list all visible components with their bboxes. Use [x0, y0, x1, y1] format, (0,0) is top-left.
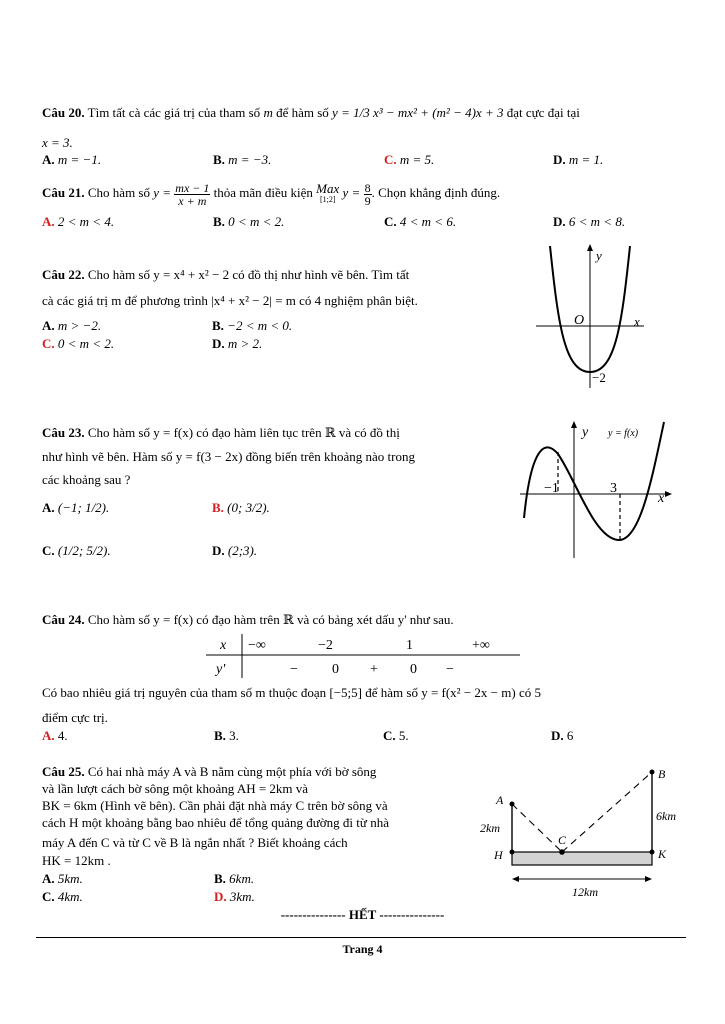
end-marker: --------------- HẾT --------------- — [280, 907, 445, 922]
q21-max-fraction: $\frac{8}{9}$ — [364, 180, 371, 208]
q23-curve-label: y = f(x) — [608, 428, 639, 439]
q21-label: Câu 21. — [42, 185, 85, 200]
q20-option-b[interactable]: B. m = −3. — [213, 152, 272, 167]
q24-line2: Có bao nhiêu giá trị nguyên của tham số m thuộc đoạn [−5;5] để hàm số y = f(x² − 2x − m) có 5 — [42, 685, 541, 700]
q24-zero-1: 0 — [332, 662, 339, 677]
q24-option-b[interactable]: B. 3. — [214, 728, 239, 743]
q25-line3: BK = 6km (Hình vẽ bên). Cần phải đặt nhà máy C trên bờ sông và — [42, 798, 388, 813]
q24-line3: điểm cực trị. — [42, 710, 108, 725]
q23-option-d[interactable]: D. (2;3). — [212, 543, 258, 558]
q25-option-b[interactable]: B. 6km. — [214, 871, 255, 886]
q24-option-c[interactable]: C. 5. — [383, 728, 409, 743]
q25-label-K: K — [658, 847, 667, 861]
q22-min-label: −2 — [592, 370, 606, 385]
q21-text-a: Cho hàm số — [87, 185, 150, 200]
page-number: Trang 4 — [342, 942, 383, 956]
q23-tick-3: 3 — [610, 481, 617, 496]
q25-point-K — [650, 850, 655, 855]
q20-label: Câu 20. — [42, 105, 85, 120]
q22-origin-label: O — [574, 313, 585, 328]
q20-line2: x = 3. — [42, 135, 73, 150]
q25-line5: máy A đến C và từ C về B là ngắn nhất ? Biết khoảng cách — [42, 835, 348, 850]
q23-x-label: x — [658, 491, 665, 506]
q23-option-c[interactable]: C. (1/2; 5/2). — [42, 543, 111, 558]
q25-label-HK: 12km — [572, 885, 598, 899]
q25-path-CB — [562, 772, 652, 852]
q25-label-AH: 2km — [480, 821, 500, 835]
q25-label-A: A — [496, 793, 504, 807]
q25-point-A — [510, 802, 515, 807]
q25-label-H: H — [494, 848, 503, 862]
q20-line1 — [42, 104, 580, 122]
q23-x-arrow — [665, 491, 672, 497]
q24-cell-1: 1 — [406, 638, 413, 653]
q22-line1: Câu 22. Cho hàm số y = x⁴ + x² − 2 có đồ thị như hình vẽ bên. Tìm tất — [42, 267, 410, 282]
q25-label-BK: 6km — [656, 809, 676, 823]
q25-line4: cách H một khoảng bằng bao nhiêu để tổng quảng đường đi từ nhà — [42, 815, 389, 830]
q21-line1: Câu 21. Cho hàm số y = $\frac{mx - 1}{x + m}$ thỏa mãn điều kiện Max [1;2] y = $\frac{8}{9}$ . Chọn khẳng định đúng. — [42, 180, 501, 208]
q23-line3: các khoảng sau ? — [42, 472, 131, 487]
q25-point-C — [559, 849, 565, 855]
q20-option-d[interactable]: D. m = 1. — [553, 152, 604, 167]
q22-y-arrow — [587, 244, 593, 251]
q20-option-c[interactable]: C. m = 5. — [384, 152, 435, 167]
q25-dim-arrow-left — [512, 876, 519, 882]
q25-line1: Câu 25. Có hai nhà máy A và B nằm cùng một phía với bờ sông — [42, 764, 377, 779]
q24-sign-3: − — [446, 662, 454, 677]
q21-option-b[interactable]: B. 0 < m < 2. — [213, 214, 285, 229]
q24-cell-x: x — [220, 638, 227, 653]
q22-graph — [536, 242, 646, 390]
q20-text-c: đạt cực đại tại — [506, 105, 580, 120]
q24-sign-1: − — [290, 662, 298, 677]
q21-option-d[interactable]: D. 6 < m < 8. — [553, 214, 626, 229]
q22-line2: cà các giá trị m để phương trình |x⁴ + x² − 2| = m có 4 nghiệm phân biệt. — [42, 293, 418, 308]
q24-sign-2: + — [370, 662, 378, 677]
q25-label-C: C — [558, 833, 567, 847]
q20-text-b: để hàm số — [276, 105, 329, 120]
q25-option-d[interactable]: D. 3km. — [214, 889, 255, 904]
q23-y-label: y — [582, 425, 589, 440]
q24-cell-neg2: −2 — [318, 638, 333, 653]
q22-x-label: x — [634, 314, 640, 329]
q25-option-a[interactable]: A. 5km. — [42, 871, 83, 886]
q25-line2: và lần lượt cách bờ sông một khoảng AH = 2km và — [42, 781, 309, 796]
q21-max: Max [1;2] — [316, 181, 340, 205]
q25-point-H — [510, 850, 515, 855]
q21-text-b: thỏa mãn điều kiện — [213, 185, 313, 200]
q24-cell-yprime: y' — [216, 662, 226, 677]
q25-line6: HK = 12km . — [42, 853, 111, 868]
q22-option-b[interactable]: B. −2 < m < 0. — [212, 318, 293, 333]
q21-option-c[interactable]: C. 4 < m < 6. — [384, 214, 457, 229]
q23-tick-neg1: −1 — [544, 481, 559, 496]
q23-graph — [518, 418, 678, 560]
q25-label-B: B — [658, 767, 666, 781]
q24-zero-2: 0 — [410, 662, 417, 677]
q24-sign-table — [204, 632, 522, 680]
q21-text-c: . Chọn khẳng định đúng. — [371, 185, 501, 200]
q21-option-a[interactable]: A. 2 < m < 4. — [42, 214, 115, 229]
q20-formula: y = 1/3 x³ − mx² + (m² − 4)x + 3 — [332, 105, 504, 120]
q24-line1: Câu 24. Cho hàm số y = f(x) có đạo hàm trên ℝ và có bảng xét dấu y' như sau. — [42, 612, 454, 627]
q25-path-AC — [512, 804, 562, 852]
q25-dim-arrow-right — [645, 876, 652, 882]
q21-fraction: $\frac{mx - 1}{x + m}$ — [175, 180, 210, 208]
q22-option-c[interactable]: C. 0 < m < 2. — [42, 336, 115, 351]
q23-option-b[interactable]: B. (0; 3/2). — [212, 500, 270, 515]
q23-option-a[interactable]: A. (−1; 1/2). — [42, 500, 110, 515]
q24-option-d[interactable]: D. 6 — [551, 728, 574, 743]
q23-line2: như hình vẽ bên. Hàm số y = f(3 − 2x) đồng biến trên khoảng nào trong — [42, 449, 416, 464]
q25-river — [512, 852, 652, 865]
q24-option-a[interactable]: A. 4. — [42, 728, 68, 743]
q25-diagram — [478, 760, 690, 900]
q23-line1: Câu 23. Cho hàm số y = f(x) có đạo hàm liên tục trên ℝ và có đồ thị — [42, 425, 400, 440]
q24-cell-neg-inf: −∞ — [248, 638, 266, 653]
q20-var-m: m — [263, 105, 273, 120]
q25-point-B — [650, 770, 655, 775]
q20-option-a[interactable]: A. m = −1. — [42, 152, 102, 167]
q22-y-label: y — [596, 248, 602, 263]
q25-option-c[interactable]: C. 4km. — [42, 889, 83, 904]
q23-y-arrow — [571, 421, 577, 428]
q22-option-d[interactable]: D. m > 2. — [212, 336, 263, 351]
q24-cell-pos-inf: +∞ — [472, 638, 490, 653]
footer-divider — [36, 937, 686, 938]
q22-option-a[interactable]: A. m > −2. — [42, 318, 102, 333]
q20-text-a: Tìm tất cà các giá trị của tham số — [87, 105, 261, 120]
